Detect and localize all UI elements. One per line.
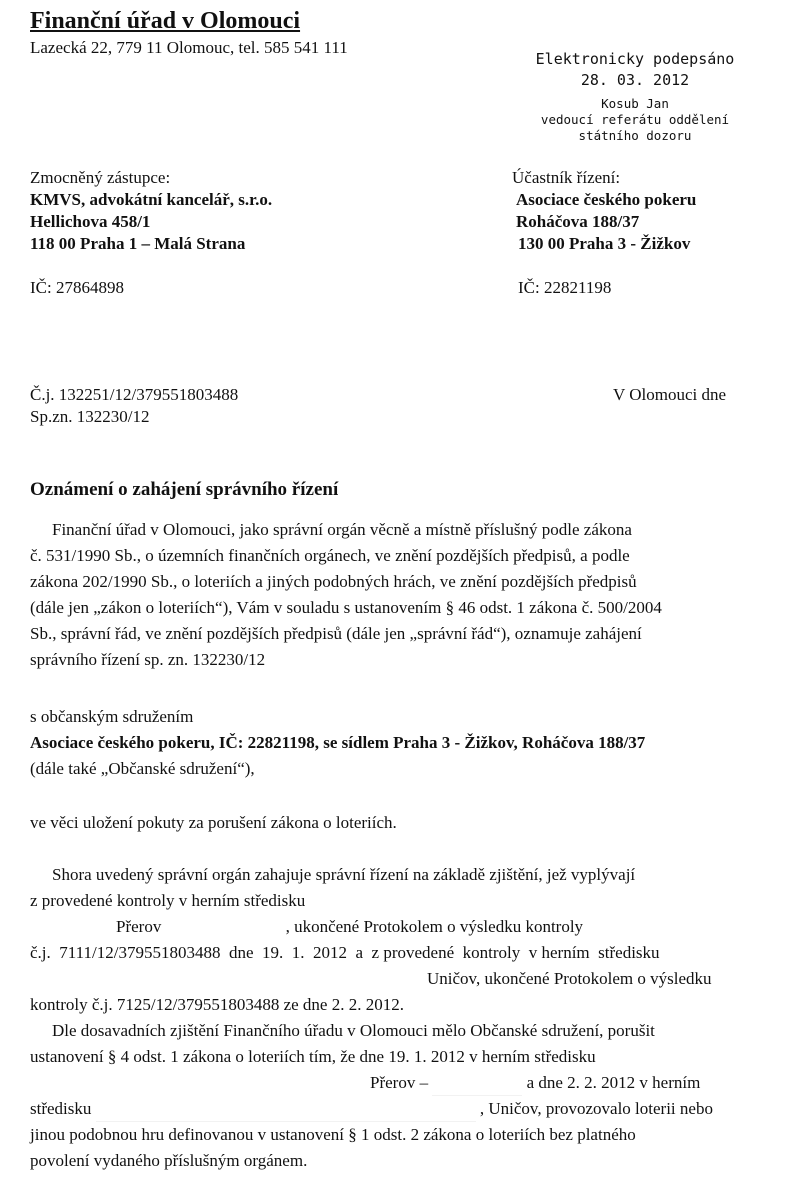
conclusion-text: středisku (30, 1099, 92, 1118)
place-name: Přerov – (370, 1073, 429, 1092)
intro-line: správního řízení sp. zn. 132230/12 (30, 650, 266, 669)
intro-line: Sb., správní řád, ve znění pozdějších předpisů (dále jen „správní řád“), oznamuje zahájení (30, 624, 642, 643)
participant-street: Roháčova 188/37 (516, 212, 640, 231)
representative-ic: IČ: 27864898 (30, 278, 124, 297)
conclusion-line: jinou podobnou hru definovanou v ustanovení § 1 odst. 2 zákona o loteriích bez platného (30, 1125, 636, 1144)
signer-department: státního dozoru (578, 128, 692, 143)
participant-name: Asociace českého pokeru (516, 190, 697, 209)
matter-text: ve věci uložení pokuty za porušení zákona o loteriích. (30, 813, 397, 832)
intro-paragraph (30, 517, 750, 673)
conclusion-line: Dle dosavadních zjištění Finančního úřadu v Olomouci mělo Občanské sdružení, porušit (52, 1021, 655, 1040)
signer-name: Kosub Jan (601, 96, 669, 111)
association-intro: s občanským sdružením (30, 707, 194, 726)
reference-block (30, 384, 238, 428)
findings-line: kontroly č.j. 7125/12/379551803488 ze dne 2. 2. 2012. (30, 995, 404, 1014)
representative-city: 118 00 Praha 1 – Malá Strana (30, 234, 246, 253)
findings-word: , (285, 917, 290, 936)
signature-status: Elektronicky podepsáno (535, 50, 735, 68)
association-alias: (dále také „Občanské sdružení“), (30, 759, 255, 778)
conclusion-line (30, 1070, 750, 1096)
signer-position: vedoucí referátu oddělení (540, 112, 730, 127)
participant-block (512, 167, 696, 299)
findings-word: ukončené (294, 917, 360, 936)
findings-paragraph (30, 862, 750, 1018)
intro-line: (dále jen „zákon o loteriích“), Vám v souladu s ustanovením § 46 odst. 1 zákona č. 500/2004 (30, 598, 662, 617)
findings-word: o (447, 917, 456, 936)
office-name: Finanční úřad v Olomouci (30, 8, 301, 34)
conclusion-line (30, 1096, 750, 1122)
intro-line: Finanční úřad v Olomouci, jako správní orgán věcně a místně příslušný podle zákona (52, 520, 632, 539)
intro-line: č. 531/1990 Sb., o územních finančních orgánech, ve znění pozdějších předpisů, a podle (30, 546, 630, 565)
place-date: V Olomouci dne (613, 385, 727, 404)
representative-heading: Zmocněný zástupce: (30, 168, 171, 187)
conclusion-text: , Uničov, provozovalo loterii nebo (479, 1099, 713, 1118)
document-title: Oznámení o zahájení správního řízení (30, 479, 339, 500)
signature-signer (500, 96, 770, 144)
conclusion-paragraph (30, 1018, 750, 1174)
participant-city: 130 00 Praha 3 - Žižkov (518, 234, 691, 253)
conclusion-line: ustanovení § 4 odst. 1 zákona o loteriích tím, že dne 19. 1. 2012 v herním středisku (30, 1047, 596, 1066)
findings-word: Protokolem (363, 917, 443, 936)
association-name: Asociace českého pokeru, IČ: 22821198, se sídlem Praha 3 - Žižkov, Roháčova 188/37 (30, 733, 646, 752)
redacted-area (432, 1075, 522, 1096)
representative-street: Hellichova 458/1 (30, 212, 151, 231)
intro-line: zákona 202/1990 Sb., o loteriích a jiných podobných hrách, ve znění pozdějších předpisů (30, 572, 637, 591)
findings-line (30, 914, 750, 940)
participant-heading: Účastník řízení: (512, 168, 621, 187)
representative-name: KMVS, advokátní kancelář, s.r.o. (30, 190, 273, 209)
association-paragraph (30, 704, 750, 782)
findings-word: výsledku (459, 917, 522, 936)
place-name: Přerov (116, 917, 162, 936)
office-address: Lazecká 22, 779 11 Olomouc, tel. 585 541 111 (30, 38, 348, 57)
matter-line (30, 810, 750, 836)
findings-line: Uničov, ukončené Protokolem o výsledku (427, 969, 712, 988)
findings-line: Shora uvedený správní orgán zahajuje správní řízení na základě zjištění, jež vyplývají (52, 865, 636, 884)
findings-line: z provedené kontroly v herním středisku (30, 891, 306, 910)
signature-date: 28. 03. 2012 (580, 71, 690, 89)
conclusion-line: povolení vydaného příslušným orgánem. (30, 1151, 308, 1170)
findings-line: č.j. 7111/12/379551803488 dne 19. 1. 2012 a z provedené kontroly v herním středisku (30, 943, 660, 962)
redacted-area (96, 1101, 476, 1122)
file-number: Sp.zn. 132230/12 (30, 407, 150, 426)
case-number: Č.j. 132251/12/379551803488 (30, 385, 239, 404)
conclusion-text: a dne 2. 2. 2012 v herním (526, 1073, 701, 1092)
representative-block (30, 167, 272, 299)
participant-ic: IČ: 22821198 (518, 278, 612, 297)
findings-word: kontroly (525, 917, 584, 936)
